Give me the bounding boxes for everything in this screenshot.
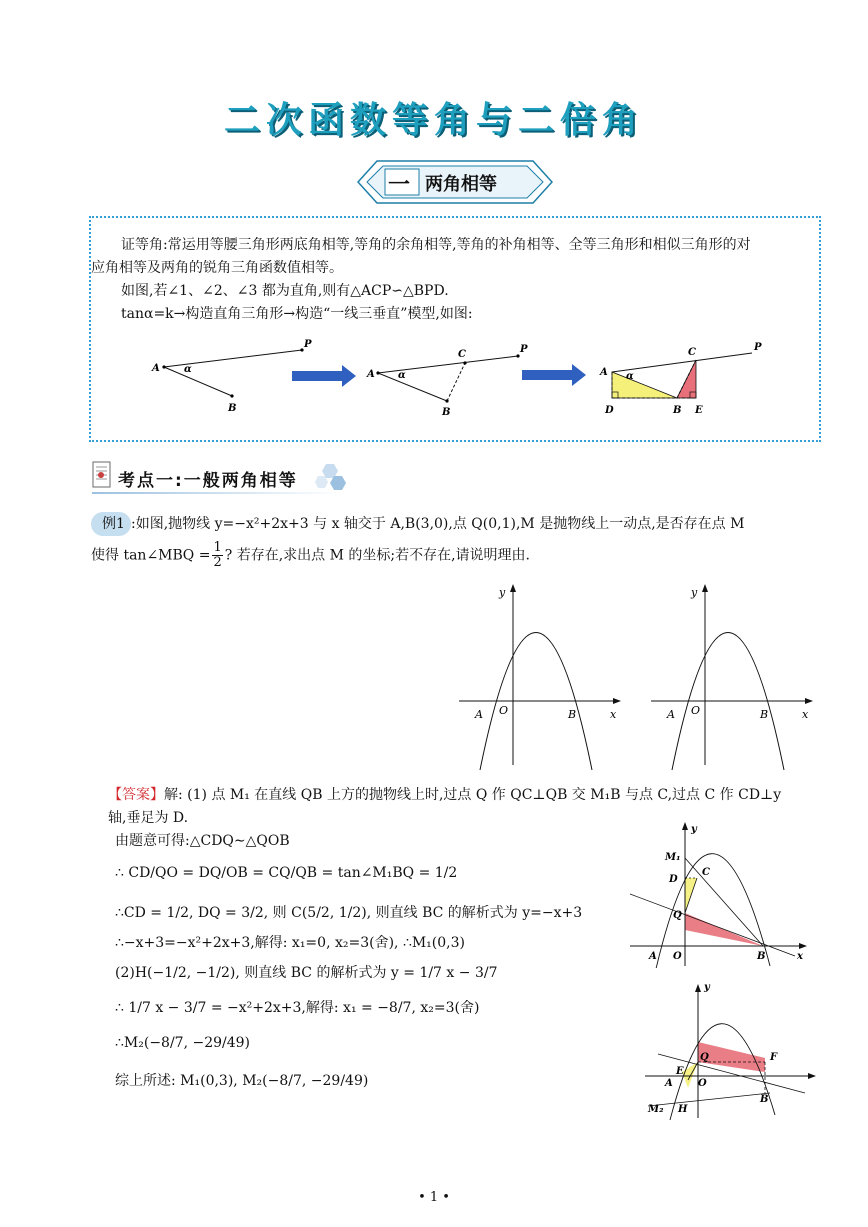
- label-D: D: [605, 405, 614, 416]
- parabola-graph-1: [459, 584, 621, 770]
- intro-line-1: 证等角:常运用等腰三角形两底角相等,等角的余角相等,等角的补角相等、全等三角形和相似三角形的对: [121, 237, 751, 253]
- label-x: x: [802, 708, 809, 721]
- label-A: A: [665, 1078, 673, 1089]
- label-B: B: [442, 407, 451, 418]
- page-title: 二次函数等角与二倍角: [223, 100, 644, 141]
- label-alpha: α: [626, 371, 634, 382]
- intro-line-2: 应角相等及两角的锐角三角函数值相等。: [91, 260, 343, 276]
- label-x: x: [797, 951, 803, 962]
- hexagon-decoration-icon: [312, 460, 348, 492]
- answer-line-10: 综上所述: M₁(0,3), M₂(−8/7, −29/49): [115, 1073, 369, 1089]
- label-O: O: [698, 1078, 707, 1089]
- label-Q: Q: [673, 910, 682, 921]
- arrow-right-icon: [522, 364, 586, 386]
- answer-line-7: (2)H(−1/2, −1/2), 则直线 BC 的解析式为 y = 1/7 x − 3/7: [115, 965, 498, 981]
- example-tag: 例1: [102, 516, 125, 532]
- label-A: A: [600, 367, 608, 378]
- section-title: 两角相等: [425, 174, 497, 195]
- label-P: P: [520, 344, 528, 355]
- label-B: B: [757, 951, 766, 962]
- heading-underline: [92, 492, 342, 494]
- label-C: C: [688, 347, 696, 358]
- label-O: O: [673, 951, 682, 962]
- answer-figure-2: [640, 980, 820, 1120]
- label-y: y: [704, 982, 710, 993]
- example-line-1: :如图,抛物线 y=−x²+2x+3 与 x 轴交于 A,B(3,0),点 Q(0,1),M 是抛物线上一动点,是否存在点 M: [131, 516, 745, 532]
- label-B: B: [760, 708, 769, 721]
- label-C: C: [458, 349, 466, 360]
- fraction-num: 1: [213, 540, 222, 555]
- label-alpha: α: [184, 364, 192, 375]
- kaodian-heading: 考点一:一般两角相等: [118, 471, 298, 491]
- fraction-den: 2: [213, 555, 222, 570]
- construction-diagrams: [140, 333, 780, 423]
- label-B: B: [228, 403, 237, 414]
- label-D: D: [669, 874, 678, 885]
- answer-line-6: ∴−x+3=−x²+2x+3,解得: x₁=0, x₂=3(舍), ∴M₁(0,3): [115, 935, 465, 951]
- answer-text-1: 解: (1) 点 M₁ 在直线 QB 上方的抛物线上时,过点 Q 作 QC⊥QB 交 M₁B 与点 C,过点 C 作 CD⊥y: [164, 787, 782, 803]
- parabola-graph-2: [651, 584, 813, 770]
- example-line-2-a: 使得 tan∠MBQ =: [91, 547, 211, 564]
- label-x: x: [610, 708, 617, 721]
- fraction-half: [212, 541, 222, 570]
- label-A: A: [667, 708, 675, 721]
- label-P: P: [754, 342, 762, 353]
- section-number: 一: [388, 173, 411, 198]
- intro-line-3: 如图,若∠1、∠2、∠3 都为直角,则有△ACP∽△BPD.: [121, 283, 449, 299]
- label-alpha: α: [398, 370, 406, 381]
- answer-line-2: 轴,垂足为 D.: [108, 810, 189, 826]
- label-A: A: [367, 369, 375, 380]
- parabola-graphs: [455, 580, 825, 770]
- answer-line-4: ∴ CD/QO = DQ/OB = CQ/QB = tan∠M₁BQ = 1/2: [115, 865, 458, 881]
- label-y: y: [499, 586, 506, 599]
- label-A: A: [152, 363, 160, 374]
- example-line-2: [91, 541, 530, 570]
- label-C: C: [702, 867, 710, 878]
- label-y: y: [691, 824, 697, 835]
- label-Q: Q: [700, 1052, 709, 1063]
- label-y: y: [691, 586, 698, 599]
- label-M2: M₂: [648, 1104, 664, 1115]
- label-B: B: [760, 1094, 769, 1105]
- label-O: O: [691, 704, 701, 717]
- label-A: A: [649, 951, 657, 962]
- answer-line-9: ∴M₂(−8/7, −29/49): [115, 1035, 251, 1051]
- answer-line-3: 由题意可得:△CDQ∼△QOB: [115, 833, 290, 849]
- answer-figure-1: [625, 818, 810, 968]
- example-line-2-b: ? 若存在,求出点 M 的坐标;若不存在,请说明理由.: [224, 547, 530, 564]
- answer-tag: 【答案】: [108, 787, 164, 803]
- label-E: E: [676, 1066, 684, 1077]
- label-E: E: [695, 405, 703, 416]
- notebook-icon: [92, 461, 112, 489]
- page-number: • 1 •: [418, 1190, 450, 1205]
- label-B: B: [568, 708, 577, 721]
- answer-line-5: ∴CD = 1/2, DQ = 3/2, 则 C(5/2, 1/2), 则直线 BC 的解析式为 y=−x+3: [115, 905, 583, 921]
- label-B: B: [673, 405, 682, 416]
- answer-line-8: ∴ 1/7 x − 3/7 = −x²+2x+3,解得: x₁ = −8/7, x₂=3(舍): [115, 1000, 480, 1016]
- diagram-angle: [151, 339, 312, 414]
- label-A: A: [475, 708, 483, 721]
- label-H: H: [678, 1104, 688, 1115]
- label-O: O: [499, 704, 509, 717]
- diagram-construct-c: [366, 344, 528, 418]
- label-F: F: [770, 1052, 778, 1063]
- intro-line-4: tanα=k→构造直角三角形→构造“一线三垂直”模型,如图:: [121, 306, 473, 322]
- label-M1: M₁: [665, 852, 681, 863]
- arrow-right-icon: [292, 365, 356, 387]
- diagram-three-perpendiculars: [599, 342, 762, 416]
- label-P: P: [304, 339, 312, 350]
- answer-line-1: [108, 784, 781, 807]
